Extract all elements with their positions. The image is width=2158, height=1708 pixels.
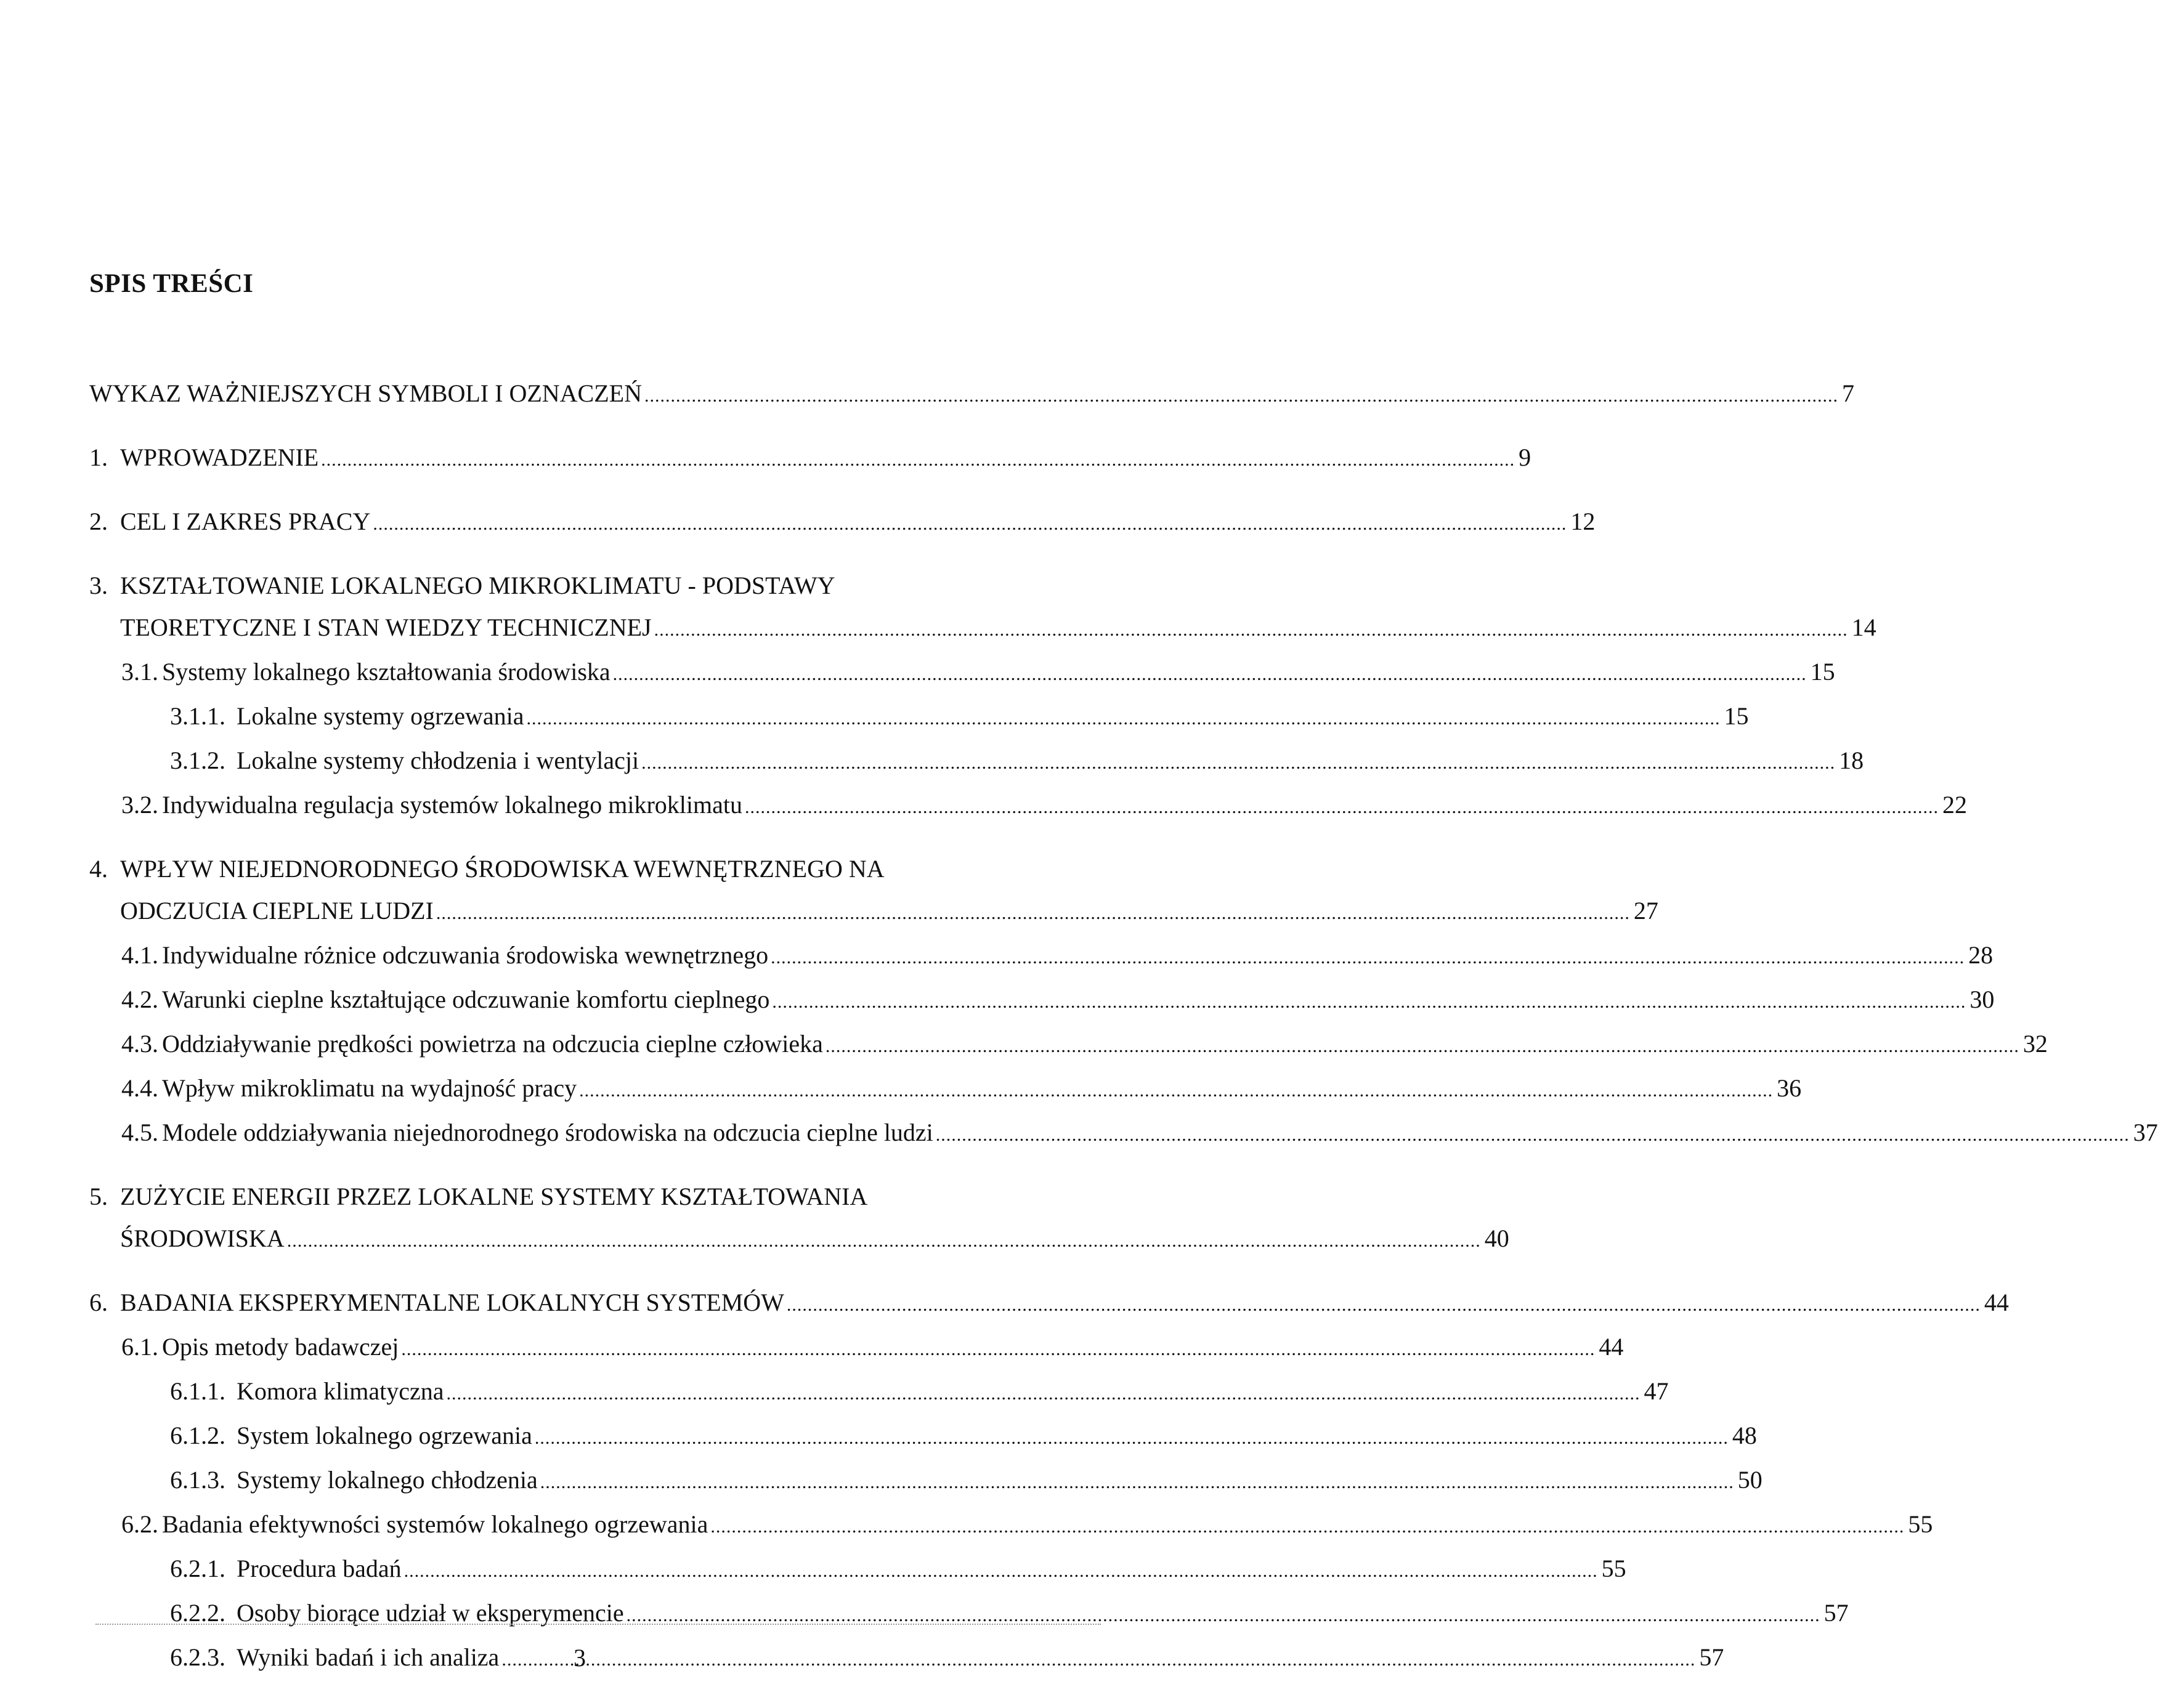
- dot-leader: [373, 503, 1567, 545]
- toc-page-number: 32: [2022, 1030, 2048, 1058]
- toc-entry-text: Systemy lokalnego chłodzenia: [237, 1466, 538, 1494]
- toc-entry-text: WYKAZ WAŻNIEJSZYCH SYMBOLI I OZNACZEŃ: [89, 379, 642, 407]
- dot-leader: [579, 1070, 1773, 1112]
- dot-leader: [540, 1462, 1734, 1504]
- toc-entry-text: Procedura badań: [237, 1555, 402, 1582]
- toc-page-number: 28: [1968, 941, 1994, 969]
- dot-leader: [321, 439, 1515, 481]
- toc-entry-number: 6.1.2.: [170, 1422, 225, 1449]
- toc-entry-1[interactable]: [89, 437, 1531, 481]
- toc-page-number: 44: [1599, 1333, 1624, 1361]
- toc-entry-number: 4.2.: [121, 986, 158, 1013]
- toc-entry-number: 3.2.: [121, 791, 158, 819]
- toc-entry-text: System lokalnego ogrzewania: [237, 1422, 532, 1449]
- toc-entry-text: Lokalne systemy chłodzenia i wentylacji: [237, 747, 639, 774]
- toc-entry-text: Wpływ mikroklimatu na wydajność pracy: [162, 1074, 577, 1102]
- toc-entry-6-1[interactable]: [121, 1326, 1624, 1370]
- dot-leader: [710, 1506, 1904, 1548]
- toc-page-number: 55: [1908, 1510, 1933, 1538]
- toc-entry-text-continued: ODCZUCIA CIEPLNE LUDZI: [120, 897, 434, 925]
- toc-page-number: 18: [1839, 747, 1864, 774]
- dot-leader: [401, 1329, 1595, 1370]
- toc-entry-number: 4.: [89, 855, 108, 883]
- dot-leader: [404, 1550, 1598, 1592]
- toc-entry-text: Wyniki badań i ich analiza: [237, 1643, 500, 1671]
- toc-page-number: 15: [1724, 702, 1749, 730]
- toc-entry-3-2[interactable]: [121, 784, 1967, 828]
- footer-divider: [95, 1624, 1101, 1625]
- toc-entry-number: 3.1.1.: [170, 702, 225, 730]
- toc-entry-symbols[interactable]: [89, 373, 1854, 417]
- dot-leader: [745, 787, 1939, 828]
- toc-entry-number: 6.1.3.: [170, 1466, 225, 1494]
- toc-page-number: 9: [1519, 443, 1531, 471]
- toc-entry-text: Modele oddziaływania niejednorodnego środowiska na odczucia cieplne ludzi: [162, 1119, 933, 1146]
- toc-entry-3[interactable]: [89, 565, 1876, 651]
- toc-entry-text: Lokalne systemy ogrzewania: [237, 702, 524, 730]
- toc-page-number: 47: [1644, 1377, 1669, 1405]
- toc-entry-number: 4.1.: [121, 941, 158, 969]
- toc-entry-4-2[interactable]: [121, 979, 1995, 1023]
- dot-leader: [825, 1026, 2019, 1067]
- toc-entry-text-continued: ŚRODOWISKA: [120, 1224, 285, 1252]
- toc-entry-number: 4.5.: [121, 1119, 158, 1146]
- toc-page-number: 30: [1969, 986, 1995, 1013]
- toc-entry-number: 4.3.: [121, 1030, 158, 1058]
- toc-page-number: 48: [1732, 1422, 1757, 1449]
- toc-entry-number: 1.: [89, 443, 108, 471]
- toc-entry-text: Komora klimatyczna: [237, 1377, 444, 1405]
- toc-entry-number: 6.2.3.: [170, 1643, 225, 1671]
- toc-page-number: 40: [1484, 1224, 1509, 1252]
- toc-entry-text: Osoby biorące udział w eksperymencie: [237, 1599, 624, 1627]
- toc-entry-4-4[interactable]: [121, 1067, 1802, 1112]
- toc-entry-text: ZUŻYCIE ENERGII PRZEZ LOKALNE SYSTEMY KSZTAŁTOWANIA: [120, 1183, 868, 1210]
- toc-entry-number: 6.: [89, 1289, 108, 1316]
- toc-page-number: 55: [1601, 1555, 1626, 1582]
- toc-page-number: 15: [1810, 658, 1835, 686]
- dot-leader: [936, 1114, 2130, 1156]
- toc-page-number: 57: [1699, 1643, 1724, 1671]
- toc-entry-text: KSZTAŁTOWANIE LOKALNEGO MIKROKLIMATU - PODSTAWY: [120, 572, 835, 599]
- toc-entry-3-1-2[interactable]: [170, 740, 1864, 784]
- toc-entry-number: 3.1.2.: [170, 747, 225, 774]
- toc-entry-text: Indywidualne różnice odczuwania środowiska wewnętrznego: [162, 941, 769, 969]
- toc-entry-6-2-2[interactable]: [170, 1592, 1849, 1637]
- toc-entry-text: Opis metody badawczej: [162, 1333, 399, 1361]
- toc-page-number: 50: [1737, 1466, 1763, 1494]
- toc-entry-text: BADANIA EKSPERYMENTALNE LOKALNYCH SYSTEMÓW: [120, 1289, 784, 1316]
- toc-entry-3-1-1[interactable]: [170, 695, 1749, 740]
- dot-leader: [527, 698, 1721, 740]
- toc-page-number: 12: [1570, 508, 1596, 535]
- dot-leader: [287, 1220, 1481, 1262]
- toc-entry-text: Warunki cieplne kształtujące odczuwanie komfortu cieplnego: [162, 986, 770, 1013]
- table-of-contents: [89, 373, 2158, 1681]
- dot-leader: [641, 742, 1835, 784]
- toc-entry-text: Systemy lokalnego kształtowania środowiska: [162, 658, 610, 686]
- page-title: SPIS TREŚCI: [89, 269, 254, 298]
- dot-leader: [613, 654, 1807, 695]
- toc-entry-5[interactable]: [89, 1176, 1509, 1262]
- toc-entry-number: 4.4.: [121, 1074, 158, 1102]
- toc-entry-4-5[interactable]: [121, 1112, 2158, 1156]
- dot-leader: [447, 1373, 1641, 1415]
- toc-entry-number: 6.2.2.: [170, 1599, 225, 1627]
- toc-page-number: 44: [1984, 1289, 2009, 1316]
- toc-page-number: 57: [1823, 1599, 1849, 1627]
- dot-leader: [436, 892, 1630, 934]
- toc-entry-text: WPŁYW NIEJEDNORODNEGO ŚRODOWISKA WEWNĘTRZNEGO NA: [120, 855, 885, 883]
- toc-entry-6-2-1[interactable]: [170, 1548, 1626, 1592]
- toc-entry-6-2[interactable]: [121, 1504, 1933, 1548]
- toc-page-number: 7: [1841, 379, 1854, 407]
- dot-leader: [772, 981, 1966, 1023]
- toc-page-number: 14: [1851, 613, 1876, 641]
- dot-leader: [535, 1417, 1729, 1459]
- toc-entry-6-1-1[interactable]: [170, 1370, 1669, 1415]
- toc-page-number: 37: [2133, 1119, 2158, 1146]
- toc-entry-6[interactable]: [89, 1282, 2009, 1326]
- toc-entry-number: 6.2.1.: [170, 1555, 225, 1582]
- toc-entry-text-continued: TEORETYCZNE I STAN WIEDZY TECHNICZNEJ: [120, 613, 652, 641]
- toc-entry-number: 6.1.: [121, 1333, 158, 1361]
- toc-entry-4-1[interactable]: [121, 934, 1994, 979]
- dot-leader: [654, 609, 1848, 651]
- toc-entry-4-3[interactable]: [121, 1023, 2048, 1067]
- dot-leader: [644, 375, 1838, 417]
- toc-entry-number: 2.: [89, 508, 108, 535]
- dot-leader: [787, 1284, 1981, 1326]
- toc-entry-6-1-2[interactable]: [170, 1415, 1757, 1459]
- toc-entry-text: Indywidualna regulacja systemów lokalnego mikroklimatu: [162, 791, 742, 819]
- toc-entry-number: 3.: [89, 572, 108, 599]
- toc-entry-6-1-3[interactable]: [170, 1459, 1763, 1504]
- dot-leader: [627, 1595, 1820, 1637]
- footer-page-number: 3: [574, 1644, 586, 1672]
- toc-page-number: 22: [1942, 791, 1967, 819]
- toc-entry-3-1[interactable]: [121, 651, 1835, 695]
- toc-entry-text: Oddziaływanie prędkości powietrza na odczucia cieplne człowieka: [162, 1030, 823, 1058]
- toc-page-number: 36: [1777, 1074, 1802, 1102]
- toc-entry-number: 6.1.1.: [170, 1377, 225, 1405]
- toc-entry-number: 5.: [89, 1183, 108, 1210]
- toc-entry-4[interactable]: [89, 848, 1658, 934]
- toc-entry-text: Badania efektywności systemów lokalnego ogrzewania: [162, 1510, 708, 1538]
- toc-entry-text: WPROWADZENIE: [120, 443, 319, 471]
- toc-entry-number: 6.2.: [121, 1510, 158, 1538]
- toc-entry-text: CEL I ZAKRES PRACY: [120, 508, 371, 535]
- dot-leader: [771, 937, 1965, 979]
- toc-entry-2[interactable]: [89, 501, 1596, 545]
- toc-entry-number: 3.1.: [121, 658, 158, 686]
- toc-page-number: 27: [1633, 897, 1658, 925]
